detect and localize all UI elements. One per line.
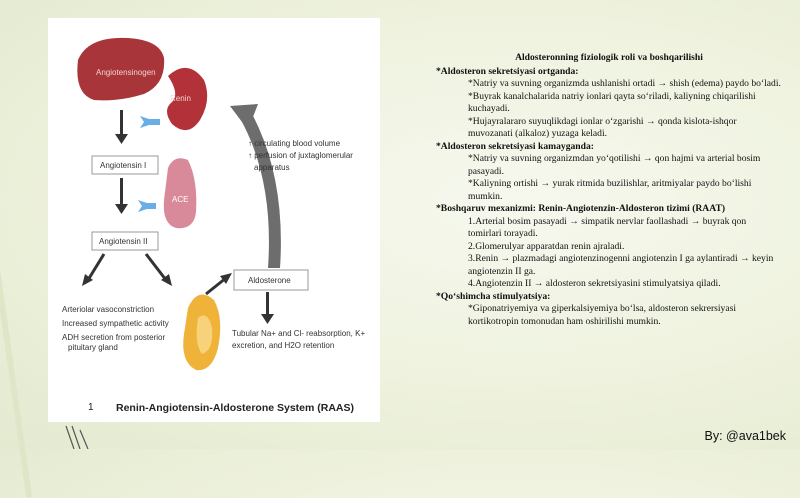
angiotensin2-label: Angiotensin II bbox=[99, 237, 148, 246]
kidney-effect2-label: ↑ perfusion of juxtaglomerular bbox=[248, 151, 353, 160]
section-item: *Natriy va suvning organizmda ushlanishi ortadi → shish (edema) paydo bo‘ladi. bbox=[468, 78, 781, 89]
feedback-arrow bbox=[242, 114, 281, 268]
aldo-effect2-label: excretion, and H2O retention bbox=[232, 341, 335, 350]
blue-arrow-renin-shaft bbox=[144, 119, 160, 125]
angiotensinogen-label: Angiotensinogen bbox=[96, 68, 156, 77]
section-item: 2.Glomerulyar apparatdan renin ajraladi. bbox=[468, 240, 625, 252]
blue-arrow-ace-shaft bbox=[142, 203, 156, 209]
aldo-effect1-label: Tubular Na+ and Cl- reabsorption, K+ bbox=[232, 329, 366, 338]
kidney-effect3-label: apparatus bbox=[254, 163, 290, 172]
aldosterone-arrowhead bbox=[261, 314, 274, 324]
effect-c1-label: ADH secretion from posterior bbox=[62, 333, 166, 342]
figure-caption: Renin-Angiotensin-Aldosterone System (RAAS) bbox=[116, 402, 355, 414]
angiotensin1-label: Angiotensin I bbox=[100, 161, 147, 170]
section-item: 3.Renin → plazmadagi angiotenzinogenni angiotenzin I ga aylantiradi → keyin angiotenzin II ga. bbox=[468, 253, 774, 277]
section-heading: *Boshqaruv mexanizmi: Renin-Angiotenzin-Aldosteron tizimi (RAAT) bbox=[436, 203, 726, 214]
section-heading: *Aldosteron sekretsiyasi kamayganda: bbox=[436, 140, 594, 152]
effect-b-label: Increased sympathetic activity bbox=[62, 319, 169, 328]
angiotensin2-arrows bbox=[88, 254, 166, 280]
sections-container bbox=[436, 66, 782, 329]
section-item: 4.Angiotenzin II → aldosteron sekretsiyasini stimulyatsiya qiladi. bbox=[468, 278, 721, 289]
effect-a-label: Arteriolar vasoconstriction bbox=[62, 305, 155, 314]
section-heading: *Aldosteron sekretsiyasi ortganda: bbox=[436, 65, 579, 77]
section-heading: *Qo‘shimcha stimulyatsiya: bbox=[436, 290, 551, 302]
section-item: *Buyrak kanalchalarida natriy ionlari qayta so‘riladi, kaliyning chiqarilishi kuchayadi. bbox=[468, 90, 756, 114]
author-credit: By: @ava1bek bbox=[704, 429, 786, 443]
section-item: *Natriy va suvning organizmdan yo‘qotilishi → qon hajmi va arterial bosim pasayadi. bbox=[468, 153, 761, 177]
effect-c2-label: pituitary gland bbox=[68, 343, 118, 352]
slide-title: Aldosteronning fiziologik roli va boshqarilishi bbox=[515, 52, 703, 63]
aldosterone-arrow bbox=[266, 292, 269, 316]
raas-figure bbox=[48, 18, 380, 422]
lung-shape bbox=[164, 158, 197, 228]
raas-diagram bbox=[48, 18, 380, 422]
section-item: 1.Arterial bosim pasayadi → simpatik nervlar faollashadi → buyrak qon tomirlari torayadi. bbox=[468, 215, 747, 239]
kidney-effect1-label: ↑ circulating blood volume bbox=[248, 139, 341, 148]
slide-text bbox=[436, 52, 782, 328]
section-item: *Giponatriyemiya va giperkalsiyemiya bo‘lsa, aldosteron sekrersiyasi kortikotropin tomonudan ham oshirilishi mumkin. bbox=[468, 303, 737, 327]
ace-label: ACE bbox=[172, 195, 189, 204]
adrenal-arrow bbox=[206, 278, 226, 294]
section-item: *Kaliyning ortishi → yurak ritmida buzilishlar, aritmiyalar paydo bo‘lishi mumkin. bbox=[468, 178, 752, 202]
aldosterone-label: Aldosterone bbox=[248, 276, 291, 285]
section-item: *Hujayralararo suyuqlikdagi ionlar o‘zgarishi → qonda kislota-ishqor muvozanati (alkaloz) yuzaga keladi. bbox=[468, 115, 737, 139]
decorative-stripe bbox=[0, 0, 32, 498]
figure-number: 1 bbox=[88, 402, 94, 413]
decorative-lines bbox=[62, 424, 102, 449]
renin-label: Renin bbox=[170, 94, 191, 103]
